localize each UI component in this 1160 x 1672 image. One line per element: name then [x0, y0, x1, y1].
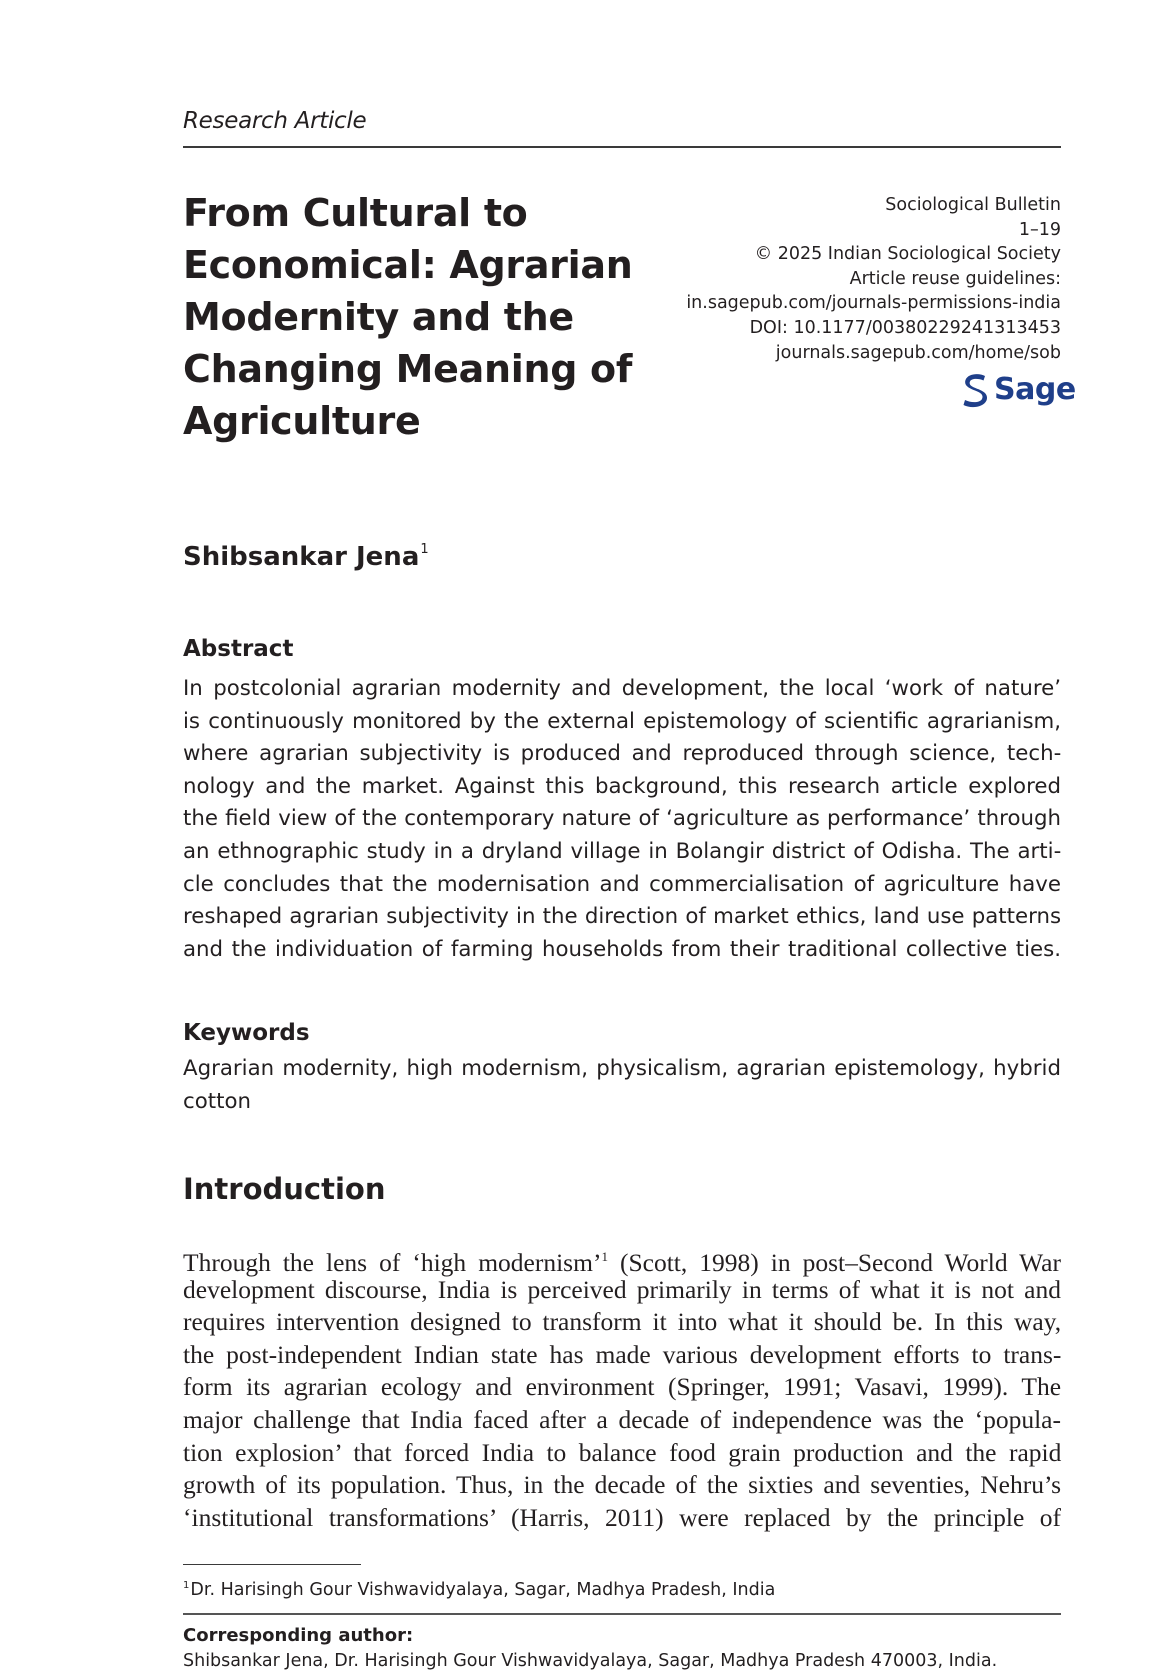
body-line: tion explosion’ that forced India to balance food grain production and the rapid: [183, 1437, 1062, 1467]
footnote-reference[interactable]: 1: [601, 1249, 608, 1264]
body-line: requires intervention designed to transform it into what it should be. In this way,: [183, 1307, 1062, 1337]
body-line: ‘institutional transformations’ (Harris, 2011) were replaced by the principle of: [183, 1502, 1061, 1532]
corresponding-author-label: Corresponding author:: [183, 1625, 414, 1646]
introduction-body: [183, 1241, 1061, 1534]
title-line: Changing Meaning of: [183, 347, 633, 391]
title-line: Economical: Agrarian: [183, 243, 633, 287]
introduction-heading: Introduction: [183, 1172, 386, 1206]
reuse-guidelines-label: Article reuse guidelines:: [849, 268, 1061, 289]
sage-s-icon: [962, 372, 988, 408]
doi-link[interactable]: DOI: 10.1177/00380229241313453: [749, 317, 1061, 338]
footnote-rule: [183, 1564, 361, 1565]
abstract-line: nology and the market. Against this background, this research article explored: [183, 773, 1061, 799]
title-line: Agriculture: [183, 399, 421, 443]
title-line: From Cultural to: [183, 191, 528, 235]
affiliation-marker: 1: [420, 542, 429, 557]
keywords-line: cotton: [183, 1088, 251, 1114]
author-name: Shibsankar Jena: [183, 542, 420, 572]
abstract-line: the field view of the contemporary nature of ‘agriculture as performance’ through: [183, 806, 1061, 832]
body-line-segment: Through the lens of ‘high modernism’: [183, 1248, 602, 1277]
abstract-line: reshaped agrarian subjectivity in the direction of market ethics, land use patterns: [183, 904, 1062, 930]
body-line: form its agrarian ecology and environment (Springer, 1991; Vasavi, 1999). The: [183, 1372, 1062, 1402]
keywords-heading: Keywords: [183, 1020, 310, 1046]
abstract-line: is continuously monitored by the external epistemology of scientific agrarianism,: [183, 708, 1062, 734]
keywords-line: Agrarian modernity, high modernism, physicalism, agrarian epistemology, hybrid: [183, 1056, 1061, 1081]
reuse-guidelines-link[interactable]: in.sagepub.com/journals-permissions-india: [686, 293, 1061, 314]
abstract-line: cle concludes that the modernisation and commercialisation of agriculture have: [183, 871, 1061, 897]
abstract-line: and the individuation of farming households from their traditional collective ties.: [183, 936, 1061, 962]
abstract-line: an ethnographic study in a dryland village in Bolangir district of Odisha. The arti-: [183, 838, 1062, 864]
journal-metadata: [686, 193, 1061, 365]
body-line: [183, 1241, 1061, 1277]
page-range: 1–19: [1018, 219, 1061, 240]
affiliation-footnote: [183, 1580, 775, 1600]
journal-name: Sociological Bulletin: [885, 195, 1061, 215]
article-title: [183, 187, 643, 447]
copyright-notice: © 2025 Indian Sociological Society: [754, 244, 1061, 265]
author-byline: [183, 542, 429, 572]
body-line-segment: (Scott, 1998) in post–Second World War: [607, 1248, 1061, 1277]
keywords-list: [183, 1053, 1061, 1118]
abstract-line: where agrarian subjectivity is produced and reproduced through science, tech-: [183, 741, 1062, 767]
body-line: development discourse, India is perceived primarily in terms of what it is not and: [183, 1274, 1061, 1304]
header-rule: [183, 146, 1061, 148]
corresponding-rule: [183, 1613, 1061, 1615]
footnote-marker: 1: [183, 1580, 190, 1591]
abstract-text: [183, 673, 1061, 966]
body-line: growth of its population. Thus, in the decade of the sixties and seventies, Nehru’s: [183, 1470, 1061, 1500]
article-type-label: Research Article: [183, 108, 367, 134]
corresponding-author-text: Shibsankar Jena, Dr. Harisingh Gour Vishwavidyalaya, Sagar, Madhya Pradesh 470003, India.: [183, 1651, 998, 1671]
body-line: major challenge that India faced after a decade of independence was the ‘popula-: [183, 1404, 1061, 1434]
sage-wordmark: Sage: [994, 372, 1076, 407]
abstract-line: In postcolonial agrarian modernity and development, the local ‘work of nature’: [183, 676, 1061, 701]
body-line: the post-independent Indian state has made various development efforts to trans-: [183, 1339, 1062, 1369]
abstract-heading: Abstract: [183, 636, 294, 662]
publisher-logo: [962, 370, 1076, 410]
title-line: Modernity and the: [183, 295, 574, 339]
journal-home-link[interactable]: journals.sagepub.com/home/sob: [775, 342, 1061, 363]
footnote-text: Dr. Harisingh Gour Vishwavidyalaya, Sagar, Madhya Pradesh, India: [190, 1580, 776, 1600]
